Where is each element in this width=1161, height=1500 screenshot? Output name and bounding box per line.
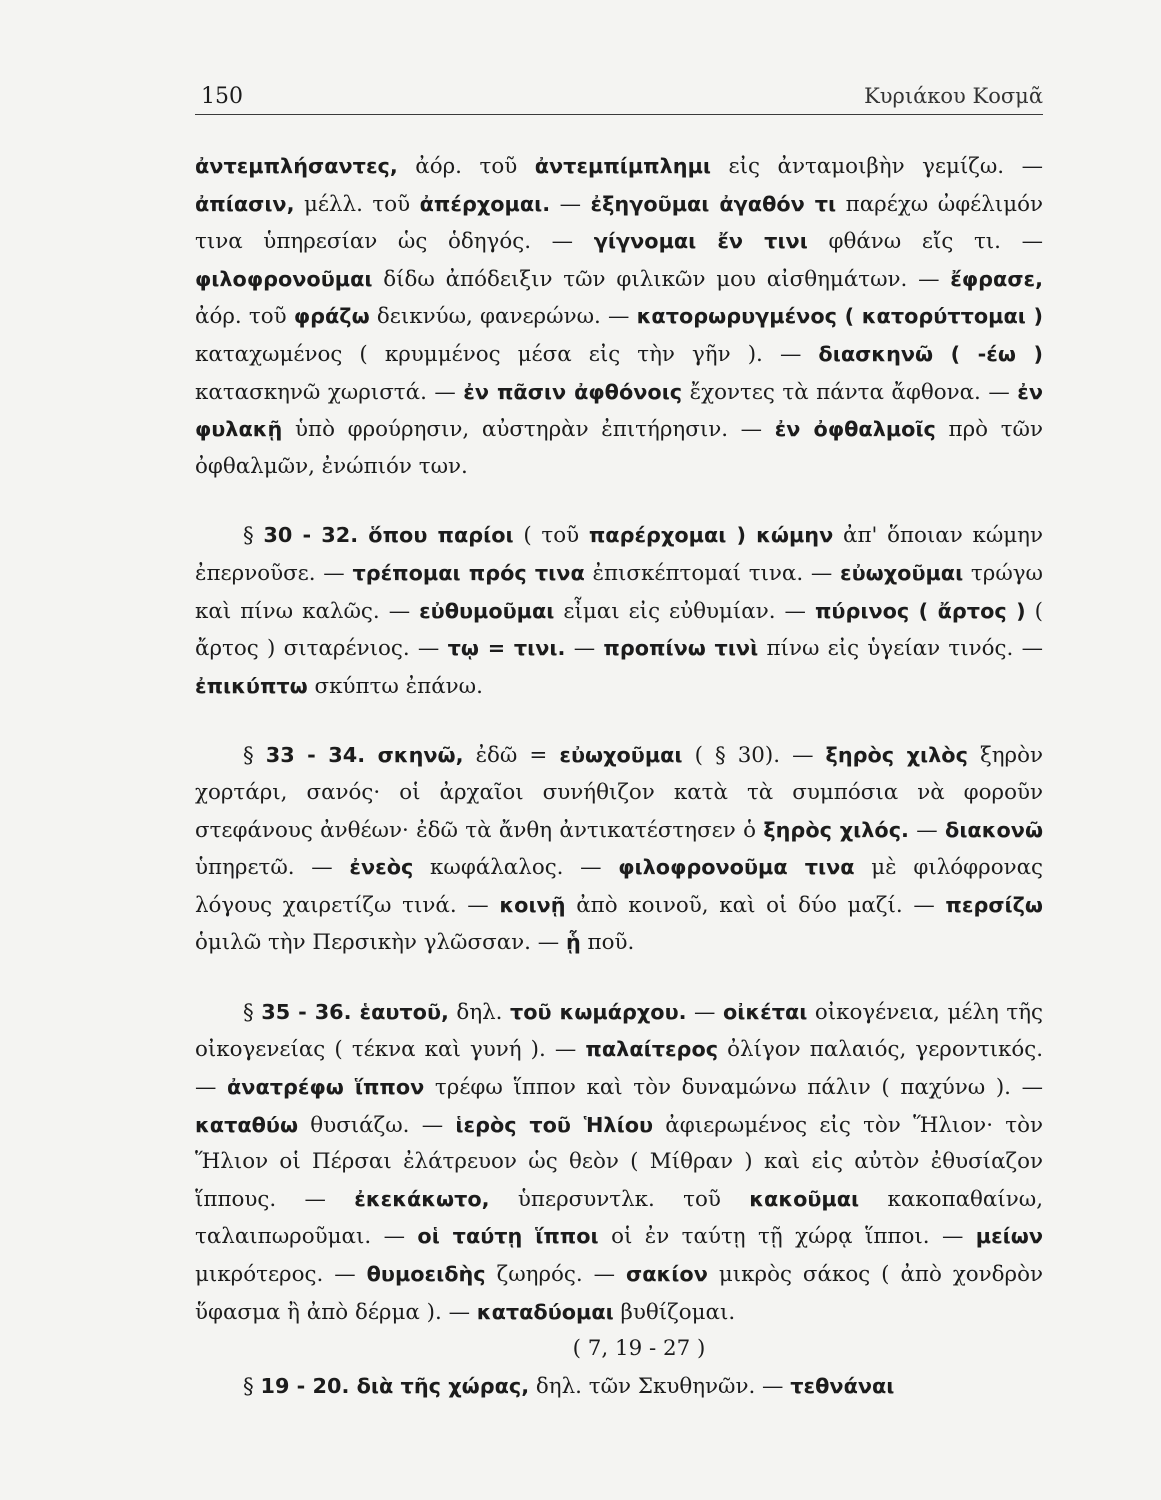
gloss-text: δηλ. τῶν Σκυθηνῶν. — bbox=[529, 1373, 791, 1399]
gloss-text: οἱ ἐν ταύτῃ τῇ χώρᾳ ἵπποι. — bbox=[598, 1224, 976, 1250]
headword: κατορωρυγμένος ( κατορύττομαι ) bbox=[636, 304, 1044, 329]
headword: 19 - 20. διὰ τῆς χώρας, bbox=[260, 1373, 530, 1398]
paragraph-last-line bbox=[195, 1368, 1043, 1406]
gloss-text: ζωηρός. — bbox=[485, 1262, 627, 1288]
gloss-text: δίδω ἀπόδειξιν τῶν φιλικῶν μου αἰσθημάτων. — bbox=[372, 266, 951, 292]
gloss-text: κακοπαθαίνω, ταλαιπωροῦμαι. — bbox=[195, 1186, 1043, 1250]
page-header bbox=[195, 80, 1043, 115]
headword: μείων bbox=[975, 1224, 1044, 1249]
gloss-text: ποῦ. bbox=[580, 930, 635, 956]
headword: οἰκέται bbox=[722, 999, 808, 1024]
gloss-text: — bbox=[686, 999, 723, 1025]
gloss-text: καταχωμένος ( κρυμμένος μέσα εἰς τὴν γῆν ). — bbox=[195, 341, 819, 367]
gloss-text: ( τοῦ bbox=[513, 523, 589, 549]
paragraph bbox=[195, 737, 1043, 962]
headword: ἀντεμπίμπλημι bbox=[534, 154, 712, 178]
headword: ἀπίασιν, bbox=[195, 191, 295, 216]
gloss-text: ἀπ' ὅποιαν κώμην ἐπερνοῦσε. — bbox=[195, 523, 1044, 586]
headword: ἐνεὸς bbox=[349, 855, 414, 880]
headword: περσίζω bbox=[945, 892, 1043, 917]
running-head: Κυριάκου Κοσμᾶ bbox=[864, 84, 1043, 108]
headword: ᾗ bbox=[565, 930, 581, 955]
gloss-text: εἶμαι εἰς εὐθυμίαν. — bbox=[554, 598, 815, 624]
page-number: 150 bbox=[201, 84, 243, 109]
gloss-text: δεικνύω, φανερώνω. — bbox=[369, 304, 637, 330]
headword: 30 - 32. ὅπου παρίοι bbox=[263, 523, 514, 548]
gloss-text: μέλλ. τοῦ bbox=[294, 191, 420, 217]
headword: ξηρὸς χιλὸς bbox=[825, 743, 968, 768]
headword: 35 - 36. ἑαυτοῦ, bbox=[261, 999, 449, 1024]
gloss-text: βυθίζομαι. bbox=[613, 1299, 736, 1325]
paragraph bbox=[195, 994, 1043, 1331]
headword: θυμοειδὴς bbox=[366, 1262, 486, 1287]
gloss-text: κατασκηνῶ χωριστά. — bbox=[195, 379, 464, 405]
gloss-text: ( ἄρτος ) σιταρένιος. — bbox=[195, 598, 1044, 662]
headword: παρέρχομαι ) κώμην bbox=[588, 523, 834, 548]
headword: εὐωχοῦμαι bbox=[840, 560, 964, 585]
headword: κοινῇ bbox=[499, 892, 566, 917]
headword: γίγνομαι ἔν τινι bbox=[593, 229, 808, 254]
headword: ἐν ὀφθαλμοῖς bbox=[774, 417, 936, 442]
gloss-text: ὑπὸ φρούρησιν, αὐστηρὰν ἐπιτήρησιν. — bbox=[282, 417, 775, 443]
headword: ἐν πᾶσιν ἀφθόνοις bbox=[463, 379, 683, 404]
headword: ἀπέρχομαι. bbox=[419, 191, 551, 216]
gloss-text: πρὸ τῶν ὀφθαλμῶν, ἐνώπιόν των. bbox=[195, 417, 1043, 479]
headword: καταδύομαι bbox=[476, 1299, 614, 1324]
gloss-text: παρέχω ὠφέλιμόν τινα ὑπηρεσίαν ὡς ὁδηγός. — bbox=[195, 191, 1043, 255]
headword: 33 - 34. σκηνῶ, bbox=[265, 743, 464, 768]
headword: διασκηνῶ ( -έω ) bbox=[818, 341, 1043, 366]
gloss-text: ἀόρ. τοῦ bbox=[397, 154, 535, 179]
gloss-text: — bbox=[908, 817, 946, 843]
gloss-text: φθάνω εἴς τι. — bbox=[807, 229, 1044, 255]
headword: εὐθυμοῦμαι bbox=[419, 598, 555, 623]
gloss-text: μικρὸς σάκος ( ἀπὸ χονδρὸν ὕφασμα ἢ ἀπὸ δέρμα ). — bbox=[195, 1262, 1044, 1325]
gloss-text: τρώγω καὶ πίνω καλῶς. — bbox=[195, 560, 1044, 624]
gloss-text: μικρότερος. — bbox=[195, 1262, 367, 1288]
glossary-body bbox=[195, 148, 1043, 1405]
headword: ξηρὸς χιλός. bbox=[763, 817, 909, 842]
headword: φιλοφρονοῦμα τινα bbox=[618, 855, 855, 880]
gloss-text: ἔχοντες τὰ πάντα ἄφθονα. — bbox=[682, 379, 1018, 405]
gloss-text: ὀλίγον παλαιός, γεροντικός. — bbox=[195, 1037, 1043, 1101]
headword: σακίον bbox=[626, 1262, 708, 1287]
gloss-text: ( § 30). — bbox=[682, 743, 826, 769]
headword: παλαίτερος bbox=[585, 1037, 719, 1062]
headword: ἀντεμπλήσαντες, bbox=[195, 154, 398, 178]
gloss-text: ἀπὸ κοινοῦ, καὶ οἱ δύο μαζί. — bbox=[565, 892, 946, 918]
headword: προπίνω τινὶ bbox=[603, 636, 759, 661]
section-reference bbox=[195, 1331, 1043, 1368]
headword: τεθνάναι bbox=[790, 1373, 895, 1398]
gloss-text: οἰκογένεια, μέλη τῆς οἰκογενείας ( τέκνα καὶ γυνή ). — bbox=[195, 999, 1043, 1063]
gloss-text: ἀφιερωμένος εἰς τὸν Ἥλιον· τὸν Ἥλιον οἱ Πέρσαι ἐλάτρευον ὡς θεὸν ( Μίθραν ) καὶ εἰς αὐτὸν ἐθυσίαζον ἵππους. — bbox=[195, 1112, 1043, 1212]
gloss-text: § bbox=[243, 1373, 261, 1399]
headword: φράζω bbox=[293, 304, 370, 329]
headword: ἱερὸς τοῦ Ἡλίου bbox=[455, 1112, 654, 1137]
headword: τῳ = τινι. bbox=[447, 636, 566, 661]
headword: εὐωχοῦμαι bbox=[559, 743, 683, 768]
gloss-text: ὁμιλῶ τὴν Περσικὴν γλῶσσαν. — bbox=[195, 930, 566, 956]
section-reference-text: ( 7, 19 - 27 ) bbox=[572, 1336, 706, 1362]
paragraph bbox=[195, 517, 1043, 705]
gloss-text: ὑπηρετῶ. — bbox=[195, 855, 350, 881]
paragraph bbox=[195, 148, 1043, 485]
gloss-text: θυσιάζω. — bbox=[298, 1112, 456, 1138]
gloss-text: § bbox=[243, 999, 262, 1025]
gloss-text: σκύπτω ἐπάνω. bbox=[307, 673, 483, 699]
gloss-text: ὑπερσυντλκ. τοῦ bbox=[489, 1186, 750, 1212]
gloss-text: μὲ φιλόφρονας λόγους χαιρετίζω τινά. — bbox=[195, 855, 1044, 918]
headword: τρέπομαι πρός τινα bbox=[352, 560, 585, 585]
headword: καταθύω bbox=[195, 1112, 299, 1137]
gloss-text: ξηρὸν χορτάρι, σανός· οἱ ἀρχαῖοι συνήθιζον κατὰ τὰ συμπόσια νὰ φοροῦν στεφάνους ἀνθέων· ἐδῶ τὰ ἄνθη ἀντικατέστησεν ὁ bbox=[195, 743, 1044, 843]
gloss-text: ἐπισκέπτομαί τινα. — bbox=[584, 560, 841, 586]
headword: ἐκεκάκωτο, bbox=[354, 1186, 490, 1211]
headword: πύρινος ( ἄρτος ) bbox=[814, 598, 1026, 623]
gloss-text: — bbox=[565, 636, 604, 662]
headword: ἀνατρέφω ἵππον bbox=[227, 1075, 425, 1100]
headword: φιλοφρονοῦμαι bbox=[195, 266, 373, 291]
gloss-text: § bbox=[243, 743, 266, 769]
gloss-text: εἰς ἀνταμοιβὴν γεμίζω. — bbox=[711, 154, 1043, 179]
headword: κακοῦμαι bbox=[749, 1186, 860, 1211]
gloss-text: § bbox=[243, 523, 264, 549]
gloss-text: κωφάλαλος. — bbox=[413, 855, 619, 881]
headword: ἔφρασε, bbox=[950, 266, 1043, 291]
headword: διακονῶ bbox=[945, 817, 1044, 842]
gloss-text: δηλ. bbox=[448, 999, 510, 1025]
gloss-text: ἐδῶ = bbox=[463, 743, 560, 769]
headword: ἐν φυλακῇ bbox=[195, 379, 1043, 442]
gloss-text: — bbox=[550, 191, 591, 217]
headword: ἐπικύπτω bbox=[195, 673, 308, 698]
headword: ἐξηγοῦμαι ἀγαθόν τι bbox=[590, 191, 837, 216]
gloss-text: πίνω εἰς ὑγείαν τινός. — bbox=[758, 636, 1043, 662]
gloss-text: ἀόρ. τοῦ bbox=[195, 304, 294, 330]
headword: τοῦ κωμάρχου. bbox=[510, 999, 687, 1024]
gloss-text: τρέφω ἵππον καὶ τὸν δυναμώνω πάλιν ( παχύνω ). — bbox=[424, 1075, 1043, 1101]
headword: οἱ ταύτῃ ἵπποι bbox=[417, 1224, 599, 1249]
